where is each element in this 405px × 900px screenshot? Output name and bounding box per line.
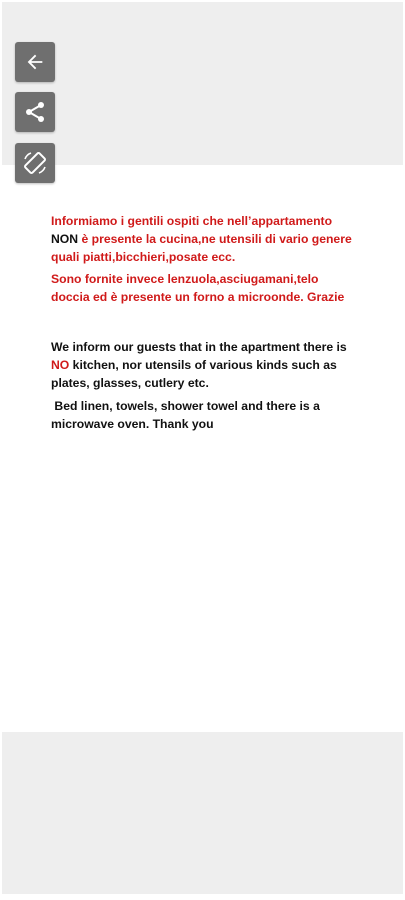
notice-english-2: Bed linen, towels, shower towel and there is a microwave oven. Thank you	[51, 399, 324, 431]
notice-it-text-a: Informiamo i gentili ospiti che nell’appartamento	[51, 214, 333, 228]
notice-italian-1	[51, 212, 356, 266]
notice-en-no: NO	[51, 358, 70, 372]
notice-english-1	[51, 338, 356, 392]
screen-rotation-icon	[21, 149, 49, 177]
notice-it-text-b: è presente la cucina,ne utensili di vario genere quali piatti,bicchieri,posate ecc.	[51, 232, 352, 264]
share-button[interactable]	[15, 92, 55, 132]
notice-text	[51, 212, 356, 433]
arrow-left-icon	[24, 51, 46, 73]
rotate-button[interactable]	[15, 143, 55, 183]
notice-en-text-b: kitchen, nor utensils of various kinds such as plates, glasses, cutlery etc.	[51, 358, 337, 390]
share-icon	[23, 100, 47, 124]
top-image-area	[2, 2, 403, 165]
notice-it-non: NON	[51, 232, 79, 246]
back-button[interactable]	[15, 42, 55, 82]
bottom-image-area	[2, 732, 403, 894]
notice-en-text-a: We inform our guests that in the apartment there is	[51, 340, 347, 354]
notice-italian-2: Sono fornite invece lenzuola,asciugamani,telo doccia ed è presente un forno a microonde. Grazie	[51, 272, 345, 304]
